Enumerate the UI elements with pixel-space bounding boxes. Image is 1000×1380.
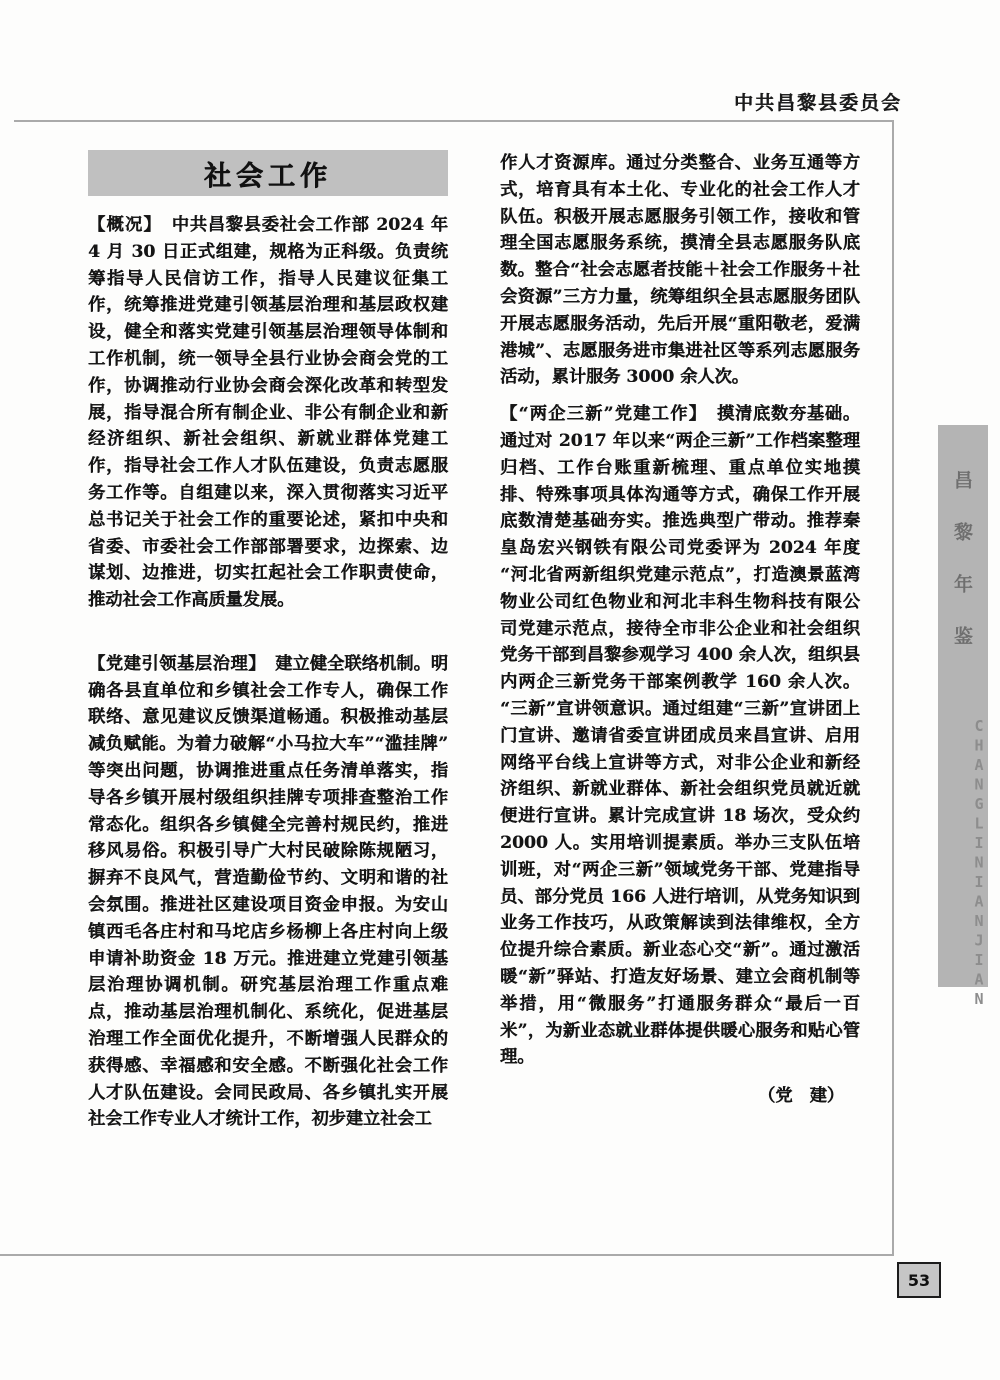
frame-rule-right xyxy=(892,120,894,1256)
section-body-party-building: 摸清底数夯基础。通过对 2017 年以来“两企三新”工作档案整理归档、工作台账重新梳理、重点单位实地摸排、特殊事项具体沟通等方式，确保工作开展底数清楚基础夯实。推选典型广带动。推荐秦皇岛宏兴钢铁有限公司党委评为 2024 年度“河北省两新组织党建示范点”，打造澳景蓝湾物业公司红色物业和河北丰科生物科技有限公司党建示范点，接待全市非公企业和社会组织党务干部到昌黎参观学习 400 余人次，组织县内两企三新党务干部案例教学 160 余人次。“三新”宣讲领意识。通过组建“三新”宣讲团上门宣讲、邀请省委宣讲团成员来昌宣讲、启用网络平台线上宣讲等方式，对非公企业和新经济组织、新就业群体、新社会组织党员就近就便进行宣讲。累计完成宣讲 18 场次，受众约 2000 人。实用培训提素质。举办三支队伍培训班，对“两企三新”领域党务干部、党建指导员、部分党员 166 人进行培训，从党务知识到业务工作技巧，从政策解读到法律维权，全方位提升综合素质。新业态心交“新”。通过激活暖“新”驿站、打造友好场景、建立会商机制等举措，用“微服务”打通服务群众“最后一百米”，为新业态就业群体提供暖心服务和贴心管理。 xyxy=(500,404,860,1068)
section-heading-party-building: 【“两企三新”党建工作】 xyxy=(500,404,699,425)
running-head: 中共昌黎县委员会 xyxy=(733,92,902,114)
frame-rule-bottom xyxy=(0,1254,894,1256)
article-title-banner xyxy=(88,150,448,196)
section-paragraph-overview xyxy=(88,212,448,614)
column-right xyxy=(500,150,860,1110)
section-body-grassroots: 建立健全联络机制。明确各县直单位和乡镇社会工作专人，确保工作联络、意见建议反馈渠道畅通。积极推动基层减负赋能。为着力破解“小马拉大车”“滥挂牌”等突出问题，协调推进重点任务清单落实，指导各乡镇开展村级组织挂牌专项排查整治工作常态化。组织各乡镇健全完善村规民约，推进移风易俗。积极引导广大村民破除陈规陋习，摒弃不良风气，营造勤俭节约、文明和谐的社会氛围。推进社区建设项目资金申报。为安山镇西毛各庄村和马坨店乡杨柳上各庄村向上级申请补助资金 18 万元。推进建立党建引领基层治理协调机制。研究基层治理工作重点难点，推动基层治理机制化、系统化，促进基层治理工作全面优化提升，不断增强人民群众的获得感、幸福感和安全感。不断强化社会工作人才队伍建设。会同民政局、各乡镇扎实开展社会工作专业人才统计工作，初步建立社会工 xyxy=(88,653,448,1130)
section-heading-grassroots: 【党建引领基层治理】 xyxy=(88,653,258,674)
section-body-overview: 中共昌黎县委社会工作部 2024 年 4 月 30 日正式组建，规格为正科级。负责统筹指导人民信访工作，指导人民建议征集工作，统筹推进党建引领基层治理和基层政权建设，健全和落实党建引领基层治理领导体制和工作机制，统一领导全县行业协会商会党的工作，协调推动行业协会商会深化改革和转型发展，指导混合所有制企业、非公有制企业和新经济组织、新社会组织、新就业群体党建工作，指导社会工作人才队伍建设，负责志愿服务工作等。自组建以来，深入贯彻落实习近平总书记关于社会工作的重要论述，紧扣中央和省委、市委社会工作部部署要求，边探索、边谋划、边推进，切实扛起社会工作职责使命，推动社会工作高质量发展。 xyxy=(88,215,448,611)
frame-rule-top xyxy=(14,120,894,122)
spacer-paragraph xyxy=(88,614,448,641)
section-paragraph-party-building xyxy=(500,401,860,1071)
column-left xyxy=(88,150,448,1143)
side-tab xyxy=(938,425,988,1010)
section-body-grassroots-continued: 作人才资源库。通过分类整合、业务互通等方式，培育具有本土化、专业化的社会工作人才队伍。积极开展志愿服务引领工作，接收和管理全国志愿服务系统，摸清全县志愿服务队底数。整合“社会志愿者技能＋社会工作服务＋社会资源”三方力量，统筹组织全县志愿服务团队开展志愿服务活动，先后开展“重阳敬老，爱满港城”、志愿服务进市集进社区等系列志愿服务活动，累计服务 3000 余人次。 xyxy=(500,153,860,388)
article-signature: （党 建） xyxy=(758,1086,844,1107)
section-heading-overview: 【概况】 xyxy=(88,215,154,235)
side-tab-title-cn: 昌黎年鉴 xyxy=(951,470,973,678)
section-paragraph-grassroots xyxy=(88,651,448,1133)
side-tab-title-en: CHANGLINIANJIAN xyxy=(970,717,988,1010)
page-number: 53 xyxy=(897,1262,941,1298)
page-title: 社会工作 xyxy=(204,160,332,192)
two-column-body xyxy=(88,150,888,1160)
